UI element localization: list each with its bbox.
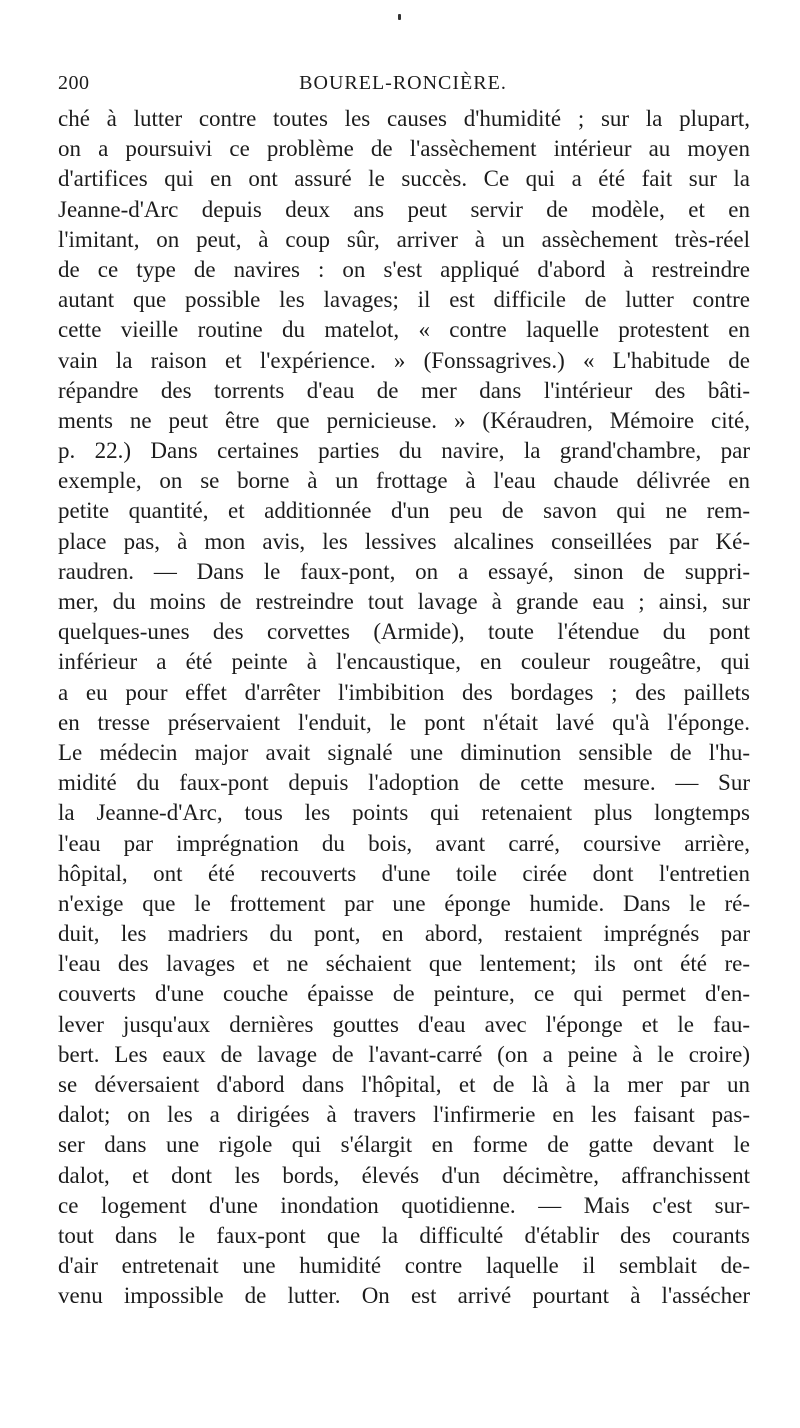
text-line: en tresse préservaient l'enduit, le pont n'était lavé qu'à l'éponge. [58, 709, 750, 735]
text-line: vain la raison et l'expérience. » (Fonssagrives.) « L'habitude de [58, 347, 750, 373]
text-line: l'eau par imprégnation du bois, avant carré, coursive arrière, [58, 830, 750, 856]
body-text [58, 104, 750, 1312]
text-line: cette vieille routine du matelot, « contre laquelle protestent en [58, 317, 750, 343]
text-line: l'eau des lavages et ne séchaient que lentement; ils ont été re- [58, 951, 750, 977]
text-line: la Jeanne-d'Arc, tous les points qui retenaient plus longtemps [58, 800, 750, 826]
text-line: mer, du moins de restreindre tout lavage à grande eau ; ainsi, sur [58, 589, 750, 614]
text-line: ments ne peut être que pernicieuse. » (Kéraudren, Mémoire cité, [58, 407, 750, 433]
page-number: 200 [58, 72, 90, 94]
text-line: midité du faux-pont depuis l'adoption de cette mesure. — Sur [58, 770, 750, 796]
text-line: venu impossible de lutter. On est arrivé pourtant à l'assécher [58, 1283, 750, 1309]
text-line: p. 22.) Dans certaines parties du navire, la grand'chambre, par [58, 438, 750, 464]
text-line: petite quantité, et additionnée d'un peu de savon qui ne rem- [58, 498, 750, 524]
text-line: lever jusqu'aux dernières gouttes d'eau avec l'éponge et le fau- [58, 1011, 750, 1037]
text-line: ché à lutter contre toutes les causes d'humidité ; sur la plupart, [58, 106, 750, 131]
text-line: hôpital, ont été recouverts d'une toile cirée dont l'entretien [58, 860, 750, 886]
text-line: bert. Les eaux de lavage de l'avant-carré (on a peine à le croire) [58, 1041, 750, 1067]
text-line: a eu pour effet d'arrêter l'imbibition des bordages ; des paillets [58, 679, 750, 705]
text-line: autant que possible les lavages; il est difficile de lutter contre [58, 287, 750, 313]
text-line: exemple, on se borne à un frottage à l'eau chaude délivrée en [58, 468, 750, 494]
text-line: couverts d'une couche épaisse de peinture, ce qui permet d'en- [58, 981, 750, 1007]
text-line: dalot, et dont les bords, élevés d'un décimètre, affranchissent [58, 1162, 750, 1188]
text-line: inférieur a été peinte à l'encaustique, en couleur rougeâtre, qui [58, 649, 750, 675]
text-line: on a poursuivi ce problème de l'assèchement intérieur au moyen [58, 136, 750, 162]
text-line: d'artifices qui en ont assuré le succès. Ce qui a été fait sur la [58, 166, 750, 192]
text-line: n'exige que le frottement par une éponge humide. Dans le ré- [58, 890, 750, 916]
text-line: ser dans une rigole qui s'élargit en forme de gatte devant le [58, 1132, 750, 1158]
text-line: de ce type de navires : on s'est appliqué d'abord à restreindre [58, 256, 750, 282]
text-line: duit, les madriers du pont, en abord, restaient imprégnés par [58, 921, 750, 947]
running-head: BOUREL-RONCIÈRE. [299, 72, 507, 94]
text-line: raudren. — Dans le faux-pont, on a essayé, sinon de suppri- [58, 558, 750, 584]
text-line: d'air entretenait une humidité contre laquelle il semblait de- [58, 1253, 750, 1279]
text-line: quelques-unes des corvettes (Armide), toute l'étendue du pont [58, 619, 750, 645]
print-speck [398, 14, 401, 20]
text-line: répandre des torrents d'eau de mer dans l'intérieur des bâti- [58, 377, 750, 403]
text-line: l'imitant, on peut, à coup sûr, arriver à un assèchement très-réel [58, 226, 750, 252]
page-header [58, 72, 748, 98]
text-line: ce logement d'une inondation quotidienne. — Mais c'est sur- [58, 1192, 750, 1218]
text-line: Le médecin major avait signalé une diminution sensible de l'hu- [58, 739, 750, 765]
text-line: place pas, à mon avis, les lessives alcalines conseillées par Ké- [58, 528, 750, 554]
text-line: tout dans le faux-pont que la difficulté d'établir des courants [58, 1222, 750, 1248]
text-line: se déversaient d'abord dans l'hôpital, et de là à la mer par un [58, 1072, 750, 1097]
text-line: Jeanne-d'Arc depuis deux ans peut servir de modèle, et en [58, 196, 750, 222]
text-line: dalot; on les a dirigées à travers l'infirmerie en les faisant pas- [58, 1102, 750, 1128]
